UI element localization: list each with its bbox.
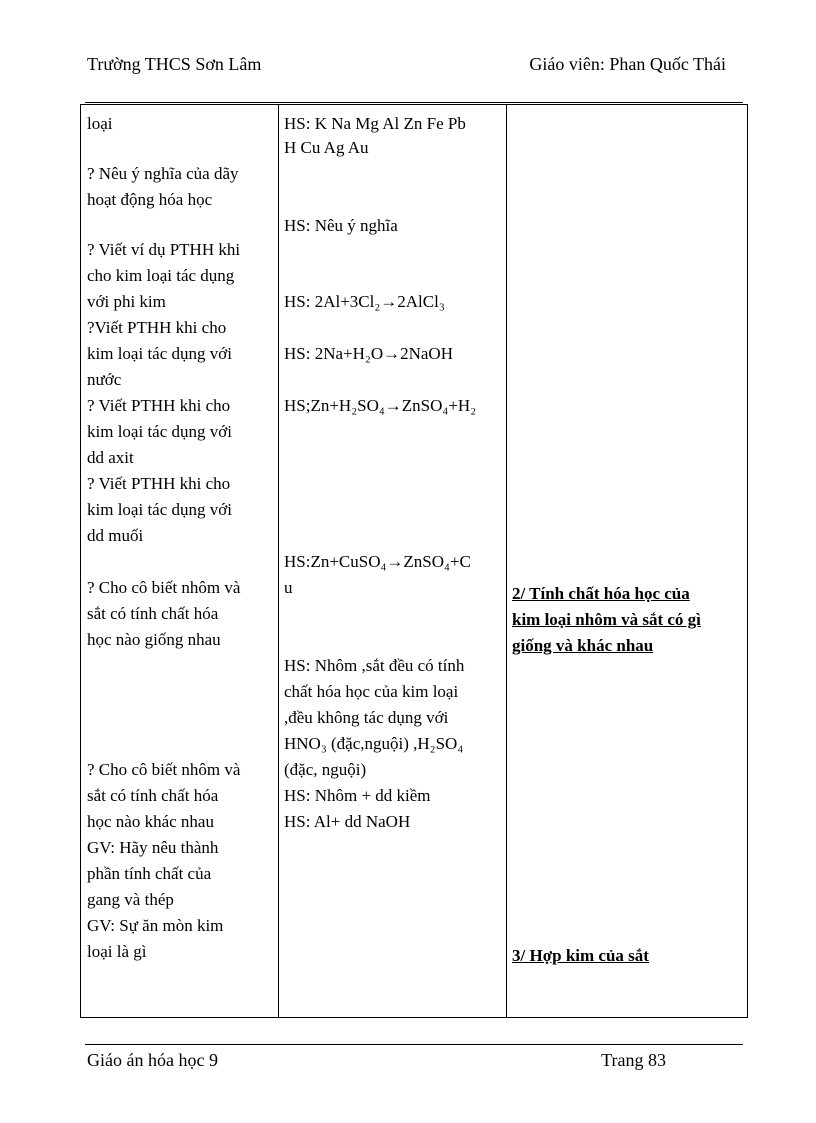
col1-line: ?Viết PTHH khi cho	[87, 318, 227, 337]
col1-line: cho kim loại tác dụng	[87, 266, 235, 285]
similarity-answer: ,đều không tác dụng với	[284, 708, 449, 727]
col1-line: sắt có tính chất hóa	[87, 786, 219, 805]
section-heading-2: kim loại nhôm và sắt có gì	[512, 610, 701, 629]
col1-line: ? Cho cô biết nhôm và	[87, 760, 241, 779]
col1-line: loại là gì	[87, 942, 147, 961]
col1-line: kim loại tác dụng với	[87, 422, 232, 441]
similarity-answer: HNO₃ (đặc,nguội) ,H₂SO₄	[284, 734, 464, 753]
col1-line: với phi kim	[87, 292, 166, 311]
section-heading-2: 2/ Tính chất hóa học của	[512, 584, 690, 603]
col1-line: phần tính chất của	[87, 864, 212, 883]
activity-series-line: HS: K Na Mg Al Zn Fe Pb	[284, 114, 466, 133]
col1-line: dd muối	[87, 526, 144, 545]
col1-line: dd axit	[87, 448, 134, 467]
col1-line: ? Viết PTHH khi cho	[87, 396, 231, 415]
footer-rule	[85, 1044, 743, 1045]
col1-line: loại	[87, 114, 113, 133]
header-rule	[85, 102, 743, 103]
section-heading-2: giống và khác nhau	[512, 636, 654, 655]
lesson-table	[80, 104, 748, 1018]
school-name: Trường THCS Sơn Lâm	[87, 54, 262, 74]
col1-line: ? Viết PTHH khi cho	[87, 474, 231, 493]
difference-answer: HS: Nhôm + dd kiềm	[284, 786, 431, 805]
nonmetal-equation: HS: 2Al+3Cl₂→2AlCl₃	[284, 292, 445, 311]
col1-line: học nào giống nhau	[87, 630, 221, 649]
col1-line: kim loại tác dụng với	[87, 500, 232, 519]
col1-line: kim loại tác dụng với	[87, 344, 232, 363]
salt-equation: u	[284, 578, 293, 597]
difference-answer: HS: Al+ dd NaOH	[284, 812, 411, 831]
teacher-name: Giáo viên: Phan Quốc Thái	[529, 54, 726, 74]
acid-equation: HS;Zn+H₂SO₄→ZnSO₄+H₂	[284, 396, 477, 415]
section-heading-3: 3/ Hợp kim của sắt	[512, 946, 649, 965]
subject-label: Giáo án hóa học 9	[87, 1050, 218, 1070]
col1-line: nước	[87, 370, 122, 389]
student-activity-column	[278, 105, 507, 1017]
col1-line: hoạt động hóa học	[87, 190, 213, 209]
meaning-answer: HS: Nêu ý nghĩa	[284, 216, 398, 235]
content-column	[506, 105, 747, 1017]
col1-line: sắt có tính chất hóa	[87, 604, 219, 623]
page-number: Trang 83	[601, 1050, 666, 1070]
similarity-answer: chất hóa học của kim loại	[284, 682, 459, 701]
col1-line: gang và thép	[87, 890, 174, 909]
activity-series-line: H Cu Ag Au	[284, 138, 369, 157]
col1-line: GV: Sự ăn mòn kim	[87, 916, 224, 935]
col1-line: ? Viết ví dụ PTHH khi	[87, 240, 241, 259]
similarity-answer: (đặc, nguội)	[284, 760, 367, 779]
teacher-activity-column	[81, 105, 279, 1017]
water-equation: HS: 2Na+H₂O→2NaOH	[284, 344, 453, 363]
page-header	[87, 54, 726, 80]
similarity-answer: HS: Nhôm ,sắt đều có tính	[284, 656, 465, 675]
salt-equation: HS:Zn+CuSO₄→ZnSO₄+C	[284, 552, 471, 571]
col1-line: học nào khác nhau	[87, 812, 214, 831]
col1-line: ? Cho cô biết nhôm và	[87, 578, 241, 597]
col1-line: ? Nêu ý nghĩa của dãy	[87, 164, 239, 183]
col1-line: GV: Hãy nêu thành	[87, 838, 219, 857]
